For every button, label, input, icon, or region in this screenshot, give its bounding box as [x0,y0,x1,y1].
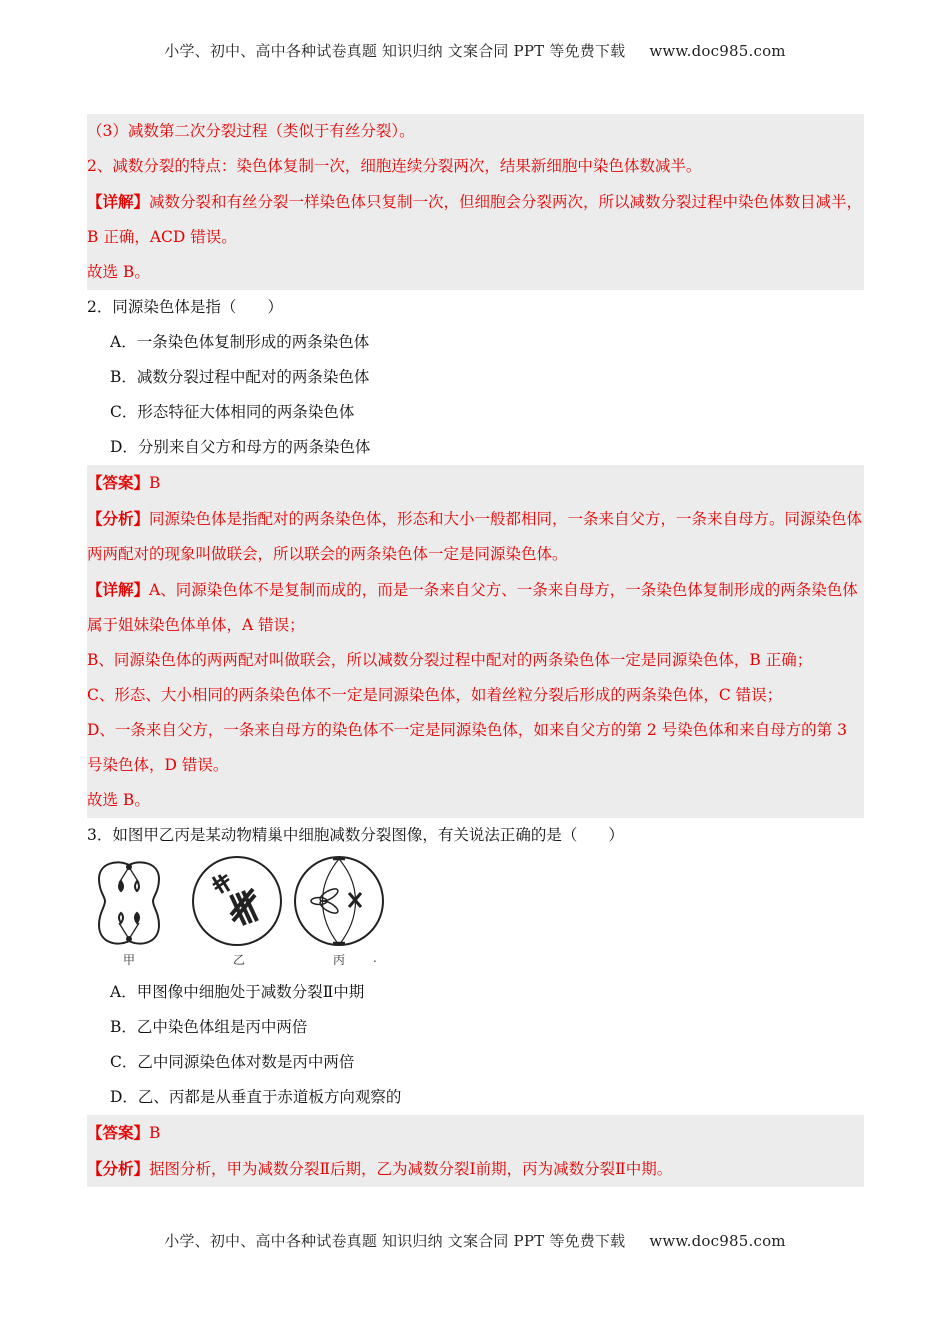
question-2-option-b: B．减数分裂过程中配对的两条染色体 [110,368,370,386]
question-3-option-c: C．乙中同源染色体对数是丙中两倍 [110,1053,355,1071]
analysis-tag: 【分析】 [87,509,150,528]
detail-paragraph: D、一条来自父方，一条来自母方的染色体不一定是同源染色体，如来自父方的第 2 号染色体和来自母方的第 3 号染色体，D 错误。 [87,721,847,774]
header-text: 小学、初中、高中各种试卷真题 知识归纳 文案合同 PPT 等免费下载 [164,42,626,60]
detail-tag: 【详解】 [87,192,150,211]
answer-tag: 【答案】 [87,473,150,492]
question-2-option-a: A．一条染色体复制形成的两条染色体 [110,333,370,351]
analysis-tag: 【分析】 [87,1159,150,1178]
cell-division-figure [87,855,864,971]
footer-text: 小学、初中、高中各种试卷真题 知识归纳 文案合同 PPT 等免费下载 [164,1232,626,1250]
header-site[interactable]: www.doc985.com [649,42,786,60]
explanation-line: （3）减数第二次分裂过程（类似于有丝分裂）。 [87,122,415,140]
caption-bing: 丙 [333,953,346,967]
question-2-option-c: C．形态特征大体相同的两条染色体 [110,403,355,421]
analysis-text: 据图分析，甲为减数分裂Ⅱ后期，乙为减数分裂Ⅰ前期，丙为减数分裂Ⅱ中期。 [149,1160,673,1178]
answer-line [87,465,864,501]
explanation-line: 2、减数分裂的特点：染色体复制一次，细胞连续分裂两次，结果新细胞中染色体数减半。 [87,157,702,175]
analysis-line [87,1151,864,1187]
question-3-option-b: B．乙中染色体组是丙中两倍 [110,1018,308,1036]
question-2-stem: 2．同源染色体是指（ ） [87,298,283,316]
caption-yi: 乙 [233,953,246,967]
choose-line: 故选 B。 [87,263,150,281]
question-2-option-d: D．分别来自父方和母方的两条染色体 [110,438,371,456]
caption-jia: 甲 [123,953,136,967]
detail-tag: 【详解】 [87,580,150,599]
answer-value: B [149,1124,161,1142]
caption-dot: . [373,951,377,965]
answer-tag: 【答案】 [87,1123,150,1142]
explanation-block-q2 [87,465,864,818]
analysis-text: 同源染色体是指配对的两条染色体，形态和大小一般都相同，一条来自父方，一条来自母方。同源染色体两两配对的现象叫做联会，所以联会的两条染色体一定是同源染色体。 [87,510,863,563]
detail-paragraph [87,184,864,255]
choose-line: 故选 B。 [87,791,150,809]
analysis-paragraph [87,501,864,572]
footer-site[interactable]: www.doc985.com [649,1232,786,1250]
explanation-block-q1 [87,114,864,290]
question-3-option-d: D．乙、丙都是从垂直于赤道板方向观察的 [110,1088,402,1106]
cell-bing-diagram [295,857,383,945]
answer-line [87,1115,864,1151]
detail-text: 减数分裂和有丝分裂一样染色体只复制一次，但细胞会分裂两次，所以减数分裂过程中染色体数目减半，B 正确，ACD 错误。 [87,193,863,246]
explanation-block-q3 [87,1115,864,1187]
answer-value: B [149,474,161,492]
cell-jia-diagram [99,862,159,943]
question-3-option-a: A．甲图像中细胞处于减数分裂Ⅱ中期 [110,983,365,1001]
detail-text: A、同源染色体不是复制而成的，而是一条来自父方、一条来自母方，一条染色体复制形成的两条染色体属于姐妹染色体单体，A 错误； [87,581,858,634]
page-header [0,40,950,61]
detail-paragraph [87,572,864,643]
document-body [87,114,864,1187]
detail-line: C、形态、大小相同的两条染色体不一定是同源染色体，如着丝粒分裂后形成的两条染色体，C 错误； [87,686,783,704]
cell-yi-diagram [193,857,281,945]
page-footer [0,1230,950,1251]
question-3-stem: 3．如图甲乙丙是某动物精巢中细胞减数分裂图像，有关说法正确的是（ ） [87,826,624,844]
detail-line: B、同源染色体的两两配对叫做联会，所以减数分裂过程中配对的两条染色体一定是同源染色体，B 正确； [87,651,813,669]
